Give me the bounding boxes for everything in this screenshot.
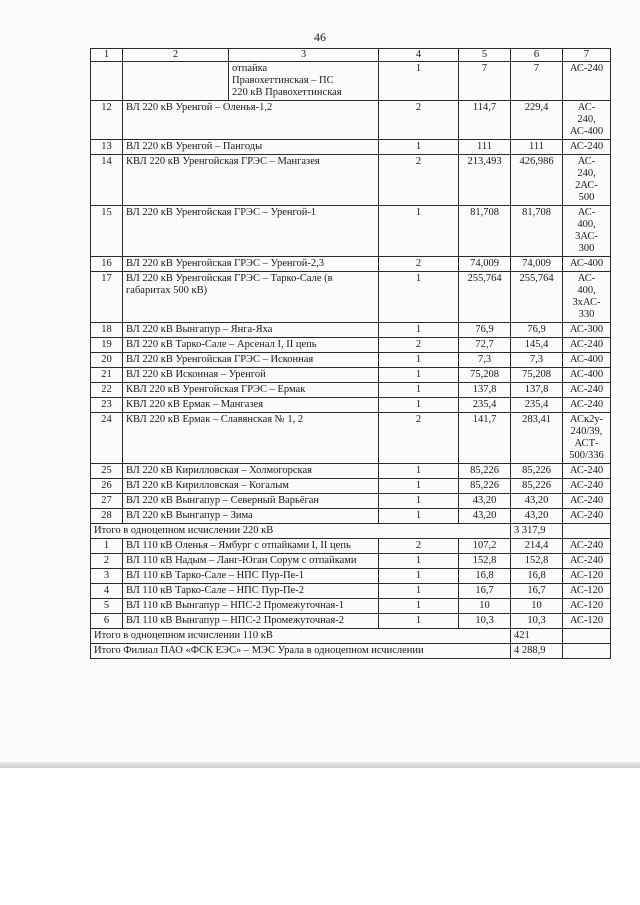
row-number: 14 — [91, 155, 123, 206]
wire-brand-line: АС-240 — [569, 141, 604, 152]
row-number: 12 — [91, 101, 123, 140]
circuit-length: 235,4 — [511, 398, 563, 413]
subtotal-110-row — [91, 629, 611, 644]
circuits-count: 1 — [379, 614, 459, 629]
row-number: 26 — [91, 479, 123, 494]
line-name: ВЛ 220 кВ Уренгой – Оленья-1,2 — [123, 101, 379, 140]
route-length: 74,009 — [459, 257, 511, 272]
line-name: ВЛ 220 кВ Вынгапур – Северный Варьёган — [123, 494, 379, 509]
wire-brand — [563, 614, 611, 629]
route-length: 10 — [459, 599, 511, 614]
circuits-count: 1 — [379, 353, 459, 368]
header-row — [91, 49, 611, 62]
row-number: 2 — [91, 554, 123, 569]
circuit-length: 255,764 — [511, 272, 563, 323]
circuit-length: 85,226 — [511, 479, 563, 494]
circuit-length: 16,7 — [511, 584, 563, 599]
circuits-count: 2 — [379, 257, 459, 272]
row-number: 25 — [91, 464, 123, 479]
route-length: 111 — [459, 140, 511, 155]
table-row — [91, 413, 611, 464]
circuit-length: 145,4 — [511, 338, 563, 353]
wire-brand — [563, 554, 611, 569]
total-label: Итого в одноцепном исчислении 220 кВ — [91, 524, 511, 539]
line-name: ВЛ 110 кВ Вынгапур – НПС-2 Промежуточная-1 — [123, 599, 379, 614]
table-row — [91, 599, 611, 614]
page-number: 46 — [314, 30, 326, 44]
wire-brand — [563, 584, 611, 599]
circuits-count: 2 — [379, 101, 459, 140]
row-number: 27 — [91, 494, 123, 509]
line-name: ВЛ 220 кВ Исконная – Уренгой — [123, 368, 379, 383]
circuit-length: 75,208 — [511, 368, 563, 383]
line-name: КВЛ 220 кВ Ермак – Мангазея — [123, 398, 379, 413]
line-name: КВЛ 220 кВ Уренгойская ГРЭС – Мангазея — [123, 155, 379, 206]
circuits-count: 1 — [379, 569, 459, 584]
circuit-length: 7 — [511, 62, 563, 101]
circuits-count: 2 — [379, 413, 459, 464]
circuits-count: 1 — [379, 272, 459, 323]
circuits-count: 2 — [379, 338, 459, 353]
wire-brand-line: АС- — [577, 156, 596, 167]
table-row — [91, 206, 611, 257]
table-row — [91, 257, 611, 272]
wire-brand-line: 240/39, — [570, 426, 603, 437]
table-row — [91, 509, 611, 524]
name-line: Правохеттинская – ПС — [232, 75, 334, 86]
row-number — [91, 62, 123, 101]
route-length: 81,708 — [459, 206, 511, 257]
wire-brand-line: АС-240 — [569, 399, 604, 410]
route-length: 75,208 — [459, 368, 511, 383]
wire-brand — [563, 323, 611, 338]
row-number: 19 — [91, 338, 123, 353]
row-number: 16 — [91, 257, 123, 272]
empty-cell — [563, 629, 611, 644]
circuit-length: 426,986 — [511, 155, 563, 206]
total-value: 3 317,9 — [511, 524, 563, 539]
line-name: ВЛ 110 кВ Вынгапур – НПС-2 Промежуточная-2 — [123, 614, 379, 629]
row-number: 21 — [91, 368, 123, 383]
line-name: ВЛ 220 кВ Тарко-Сале – Арсенал I, II цепь — [123, 338, 379, 353]
row-number: 3 — [91, 569, 123, 584]
circuits-count: 1 — [379, 368, 459, 383]
table-row — [91, 494, 611, 509]
wire-brand — [563, 353, 611, 368]
wire-brand — [563, 272, 611, 323]
table-row — [91, 539, 611, 554]
route-length: 16,8 — [459, 569, 511, 584]
wire-brand-line: АС-240 — [569, 339, 604, 350]
circuit-length: 43,20 — [511, 509, 563, 524]
circuit-length: 16,8 — [511, 569, 563, 584]
wire-brand — [563, 257, 611, 272]
route-length: 235,4 — [459, 398, 511, 413]
wire-brand — [563, 101, 611, 140]
circuit-length: 10,3 — [511, 614, 563, 629]
circuits-count: 1 — [379, 494, 459, 509]
row-number: 15 — [91, 206, 123, 257]
wire-brand-line: АС-400 — [569, 369, 604, 380]
wire-brand — [563, 383, 611, 398]
table-row — [91, 479, 611, 494]
wire-brand-line: АС-400 — [569, 354, 604, 365]
wire-brand — [563, 569, 611, 584]
wire-brand-line: АС- — [577, 273, 596, 284]
row-number: 6 — [91, 614, 123, 629]
header-cell: 4 — [379, 49, 459, 62]
power-lines-table — [90, 48, 611, 659]
table-row — [91, 569, 611, 584]
header-cell: 6 — [511, 49, 563, 62]
line-name: ВЛ 220 кВ Вынгапур – Янга-Яха — [123, 323, 379, 338]
wire-brand-line: АС-120 — [569, 570, 604, 581]
circuit-length: 229,4 — [511, 101, 563, 140]
circuits-count: 1 — [379, 509, 459, 524]
wire-brand — [563, 206, 611, 257]
line-name: ВЛ 220 кВ Уренгойская ГРЭС – Уренгой-2,3 — [123, 257, 379, 272]
circuit-length: 283,41 — [511, 413, 563, 464]
wire-brand — [563, 413, 611, 464]
line-name: ВЛ 220 кВ Кирилловская – Холмогорская — [123, 464, 379, 479]
wire-brand — [563, 509, 611, 524]
route-length: 141,7 — [459, 413, 511, 464]
circuit-length: 81,708 — [511, 206, 563, 257]
line-name: ВЛ 110 кВ Тарко-Сале – НПС Пур-Пе-1 — [123, 569, 379, 584]
table-row — [91, 554, 611, 569]
route-length: 152,8 — [459, 554, 511, 569]
wire-brand-line: АС-240 — [569, 465, 604, 476]
circuits-count: 1 — [379, 599, 459, 614]
circuits-count: 2 — [379, 155, 459, 206]
header-cell: 7 — [563, 49, 611, 62]
circuit-length: 74,009 — [511, 257, 563, 272]
circuits-count: 1 — [379, 479, 459, 494]
empty-cell — [563, 524, 611, 539]
header-cell: 1 — [91, 49, 123, 62]
route-length: 43,20 — [459, 509, 511, 524]
circuit-length: 152,8 — [511, 554, 563, 569]
wire-brand-line: 500/336 — [569, 450, 604, 461]
route-length: 114,7 — [459, 101, 511, 140]
wire-brand-line: 240, — [577, 168, 596, 179]
circuit-length: 85,226 — [511, 464, 563, 479]
table-row — [91, 464, 611, 479]
row-number: 22 — [91, 383, 123, 398]
table-row — [91, 323, 611, 338]
circuits-count: 1 — [379, 398, 459, 413]
circuits-count: 2 — [379, 539, 459, 554]
total-value: 4 288,9 — [511, 644, 563, 659]
wire-brand-line: АС-400 — [569, 258, 604, 269]
route-length: 43,20 — [459, 494, 511, 509]
circuit-length: 214,4 — [511, 539, 563, 554]
circuit-length: 7,3 — [511, 353, 563, 368]
wire-brand-line: 500 — [578, 192, 595, 203]
row-number: 1 — [91, 539, 123, 554]
circuit-length: 43,20 — [511, 494, 563, 509]
table-row — [91, 140, 611, 155]
wire-brand-line: АС-300 — [569, 324, 604, 335]
wire-brand — [563, 599, 611, 614]
table-row — [91, 155, 611, 206]
table-row — [91, 398, 611, 413]
wire-brand-line: АС-240 — [569, 495, 604, 506]
line-name: ВЛ 110 кВ Тарко-Сале – НПС Пур-Пе-2 — [123, 584, 379, 599]
header-cell: 3 — [229, 49, 379, 62]
line-name: КВЛ 220 кВ Ермак – Славянская № 1, 2 — [123, 413, 379, 464]
wire-brand — [563, 368, 611, 383]
table-row — [91, 272, 611, 323]
row-number: 13 — [91, 140, 123, 155]
wire-brand: АС-240 — [563, 62, 611, 101]
line-name: ВЛ 110 кВ Оленья – Ямбург с отпайками I, II цепь — [123, 539, 379, 554]
wire-brand — [563, 539, 611, 554]
row-number: 20 — [91, 353, 123, 368]
wire-brand-line: АСк2у- — [569, 414, 604, 425]
circuit-length: 137,8 — [511, 383, 563, 398]
circuits-count: 1 — [379, 464, 459, 479]
line-name: ВЛ 110 кВ Надым – Ланг-Юган Сорум с отпайками — [123, 554, 379, 569]
wire-brand — [563, 398, 611, 413]
wire-brand — [563, 479, 611, 494]
wire-brand — [563, 140, 611, 155]
wire-brand-line: 300 — [578, 243, 595, 254]
total-value: 421 — [511, 629, 563, 644]
wire-brand — [563, 338, 611, 353]
row-number: 24 — [91, 413, 123, 464]
wire-brand-line: АС-240 — [569, 480, 604, 491]
wire-brand-line: АС-120 — [569, 585, 604, 596]
wire-brand-line: АС-240 — [569, 540, 604, 551]
wire-brand-line: АС- — [577, 102, 596, 113]
table-row — [91, 101, 611, 140]
wire-brand — [563, 494, 611, 509]
table-row — [91, 614, 611, 629]
grand-total-row — [91, 644, 611, 659]
circuits-count: 1 — [379, 62, 459, 101]
row-name-cont — [229, 62, 379, 101]
route-length: 72,7 — [459, 338, 511, 353]
route-length: 10,3 — [459, 614, 511, 629]
route-length: 213,493 — [459, 155, 511, 206]
wire-brand-line: АС-400 — [569, 126, 604, 137]
route-length: 255,764 — [459, 272, 511, 323]
line-name: ВЛ 220 кВ Уренгой – Пангоды — [123, 140, 379, 155]
wire-brand-line: АС-120 — [569, 600, 604, 611]
wire-brand-line: 3АС- — [575, 231, 598, 242]
continuation-row — [91, 62, 611, 101]
circuit-length: 76,9 — [511, 323, 563, 338]
header-cell: 2 — [123, 49, 229, 62]
circuit-length: 10 — [511, 599, 563, 614]
table-row — [91, 353, 611, 368]
wire-brand-line: АС-240 — [569, 510, 604, 521]
wire-brand-line: 400, — [577, 219, 596, 230]
circuits-count: 1 — [379, 206, 459, 257]
route-length: 107,2 — [459, 539, 511, 554]
name-line: 220 кВ Правохеттинская — [232, 87, 342, 98]
wire-brand-line: АС-240 — [569, 555, 604, 566]
circuits-count: 1 — [379, 554, 459, 569]
total-label: Итого в одноцепном исчислении 110 кВ — [91, 629, 511, 644]
circuits-count: 1 — [379, 584, 459, 599]
empty-cell — [563, 644, 611, 659]
line-name: ВЛ 220 кВ Уренгойская ГРЭС – Уренгой-1 — [123, 206, 379, 257]
circuits-count: 1 — [379, 140, 459, 155]
table-row — [91, 368, 611, 383]
route-length: 7 — [459, 62, 511, 101]
row-number: 4 — [91, 584, 123, 599]
wire-brand-line: АСТ- — [574, 438, 599, 449]
line-name: ВЛ 220 кВ Уренгойская ГРЭС – Исконная — [123, 353, 379, 368]
table-row — [91, 383, 611, 398]
table-row — [91, 584, 611, 599]
line-name: ВЛ 220 кВ Вынгапур – Зима — [123, 509, 379, 524]
table-row — [91, 338, 611, 353]
row-number: 28 — [91, 509, 123, 524]
route-length: 85,226 — [459, 464, 511, 479]
wire-brand-line: 3хАС- — [572, 297, 601, 308]
circuits-count: 1 — [379, 323, 459, 338]
wire-brand-line: 400, — [577, 285, 596, 296]
wire-brand-line: АС-240 — [569, 384, 604, 395]
line-name: ВЛ 220 кВ Уренгойская ГРЭС – Тарко-Сале (в габаритах 500 кВ) — [123, 272, 379, 323]
wire-brand — [563, 464, 611, 479]
header-cell: 5 — [459, 49, 511, 62]
line-name: КВЛ 220 кВ Уренгойская ГРЭС – Ермак — [123, 383, 379, 398]
row-name-part — [123, 62, 229, 101]
route-length: 76,9 — [459, 323, 511, 338]
route-length: 16,7 — [459, 584, 511, 599]
route-length: 137,8 — [459, 383, 511, 398]
circuits-count: 1 — [379, 383, 459, 398]
row-number: 23 — [91, 398, 123, 413]
row-number: 18 — [91, 323, 123, 338]
wire-brand — [563, 155, 611, 206]
wire-brand-line: 2АС- — [575, 180, 598, 191]
subtotal-220-row — [91, 524, 611, 539]
circuit-length: 111 — [511, 140, 563, 155]
wire-brand-line: АС-120 — [569, 615, 604, 626]
row-number: 17 — [91, 272, 123, 323]
wire-brand-line: 240, — [577, 114, 596, 125]
wire-brand-line: 330 — [578, 309, 595, 320]
line-name: ВЛ 220 кВ Кирилловская – Когалым — [123, 479, 379, 494]
row-number: 5 — [91, 599, 123, 614]
route-length: 7,3 — [459, 353, 511, 368]
total-label: Итого Филиал ПАО «ФСК ЕЭС» – МЭС Урала в одноцепном исчислении — [91, 644, 511, 659]
wire-brand-line: АС- — [577, 207, 596, 218]
route-length: 85,226 — [459, 479, 511, 494]
name-line: отпайка — [232, 63, 268, 74]
